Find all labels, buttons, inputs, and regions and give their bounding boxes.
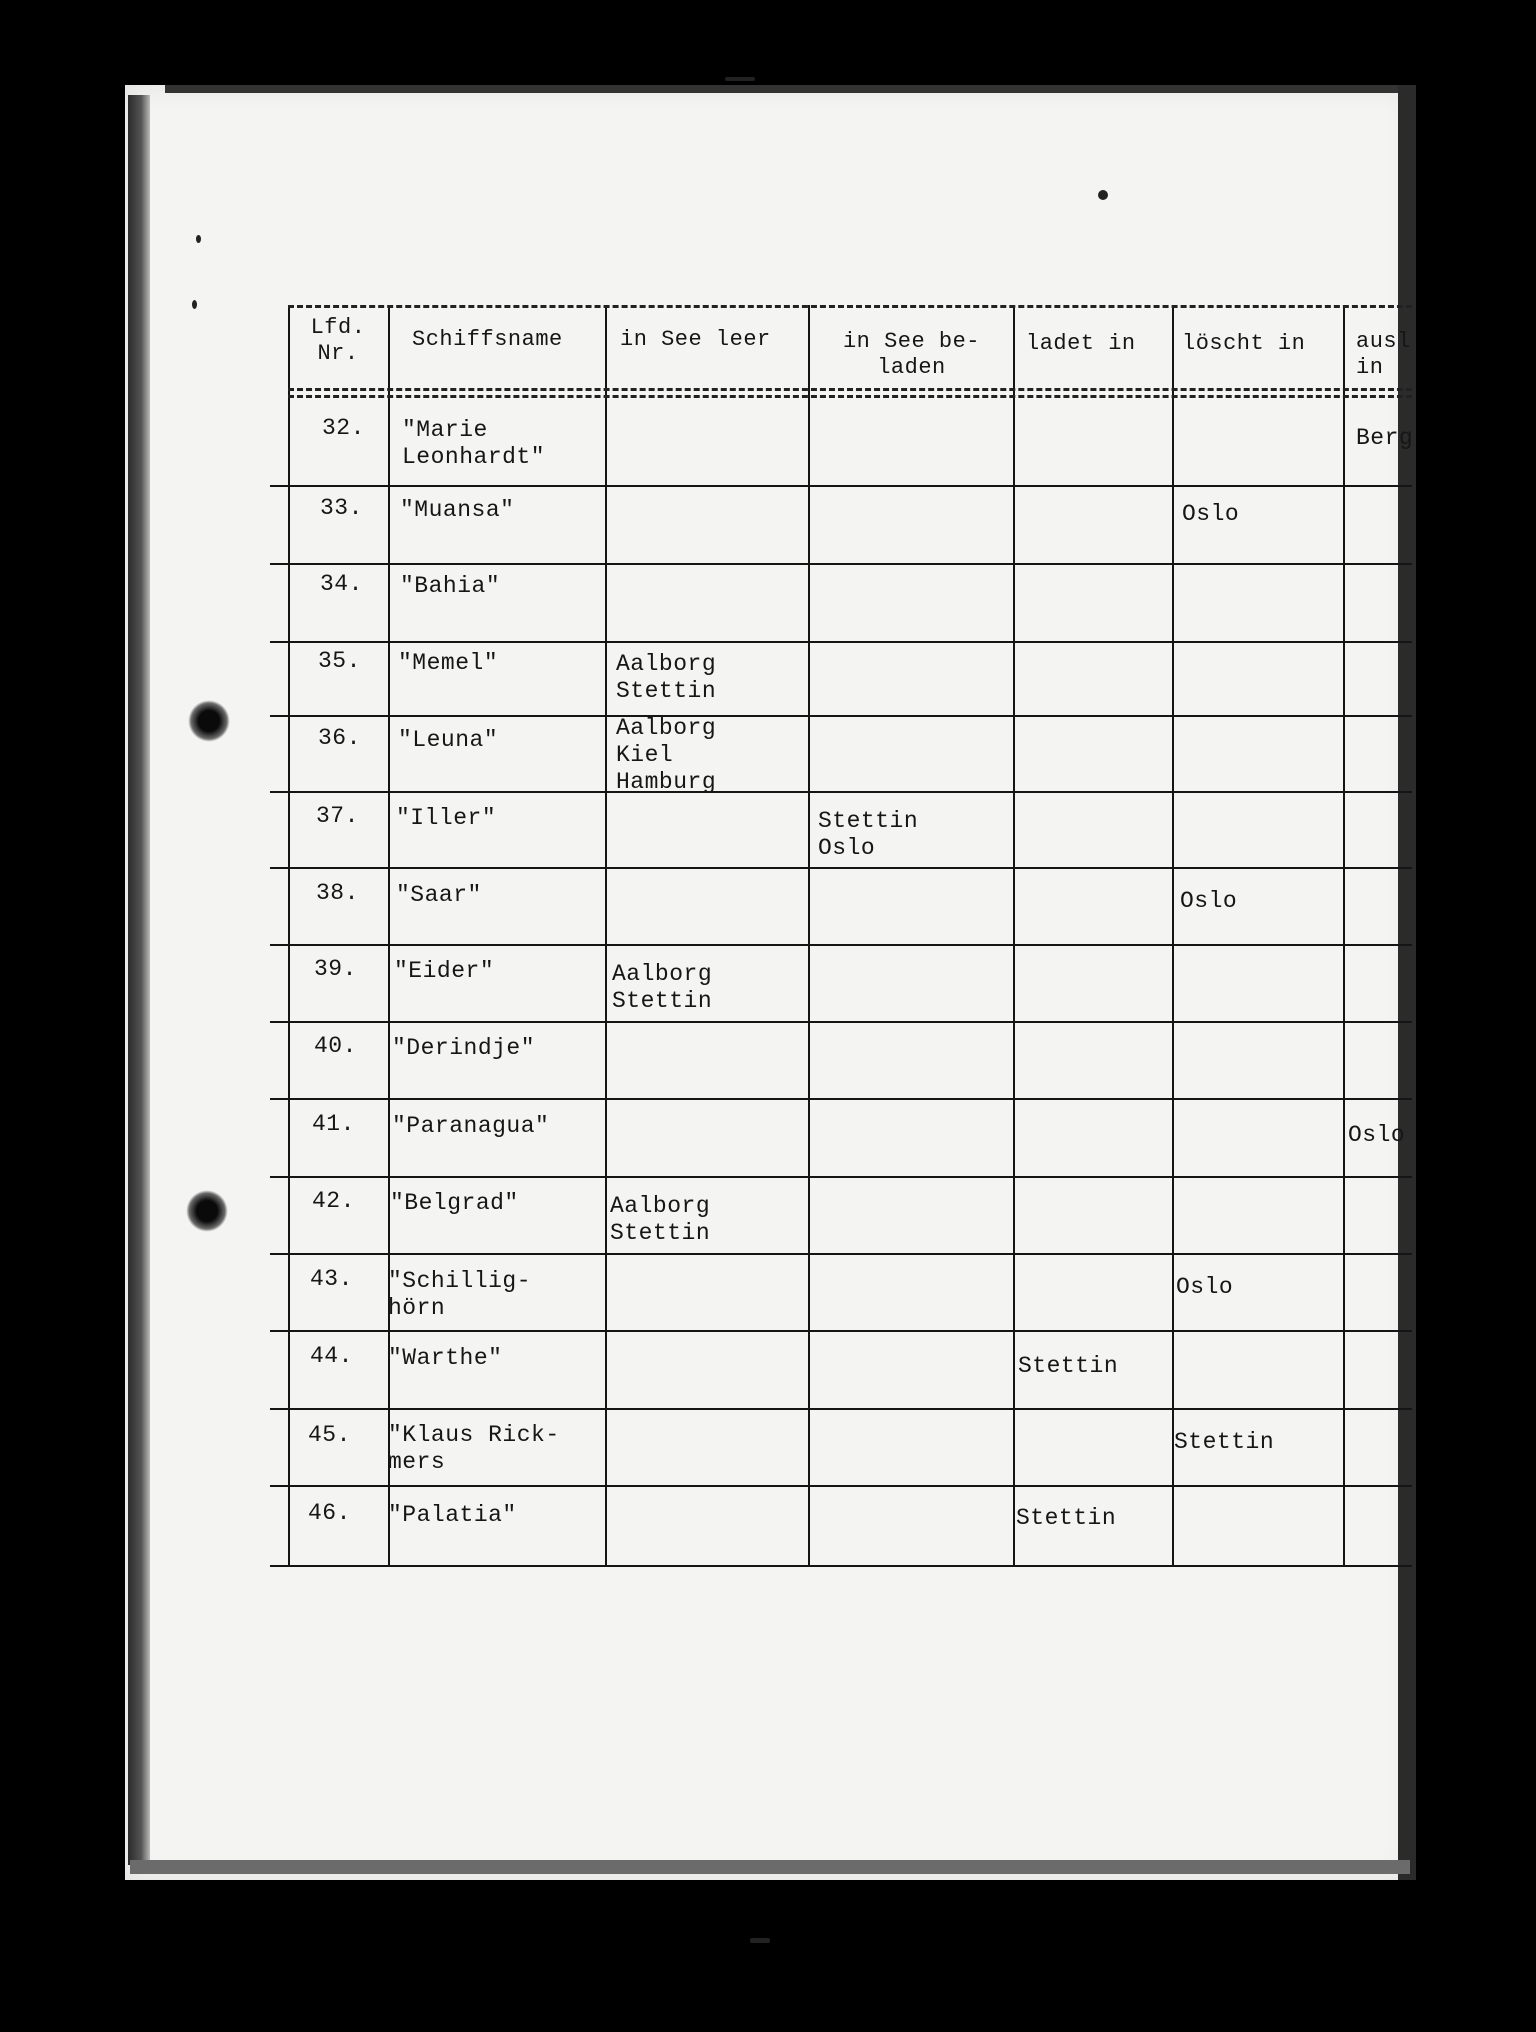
row-ship-name: "Muansa": [400, 497, 515, 523]
row-nr: 41.: [312, 1111, 355, 1137]
row-line: [270, 1021, 1412, 1023]
page-bottom-edge: [130, 1860, 1410, 1874]
row-nr: 39.: [314, 956, 357, 982]
punch-hole-lower: [186, 1190, 228, 1232]
row-nr: 42.: [312, 1188, 355, 1214]
row-nr: 45.: [308, 1422, 351, 1448]
row-ship-name: "Derindje": [392, 1035, 536, 1061]
row-nr: 32.: [322, 415, 365, 441]
row-loescht: Oslo: [1180, 888, 1238, 914]
row-ladet: Stettin: [1016, 1505, 1117, 1531]
header-separator: [288, 388, 1412, 391]
row-line: [270, 867, 1412, 869]
row-line: [270, 1408, 1412, 1410]
row-line: [270, 715, 1412, 717]
row-ship-name: "Warthe": [388, 1345, 503, 1371]
row-ship-name: "Iller": [396, 805, 497, 831]
ink-mark: [725, 77, 755, 81]
col-line: [605, 305, 607, 1567]
bottom-border: [270, 1565, 1412, 1567]
row-leer: Aalborg Stettin: [612, 961, 713, 1014]
row-ship-name: "Schillig- hörn: [388, 1268, 532, 1321]
row-ship-name: "Paranagua": [392, 1113, 550, 1139]
page-left-edge: [128, 95, 150, 1865]
col-line: [288, 305, 290, 1567]
header-ladet-in: ladet in: [1026, 331, 1136, 356]
header-schiffsname: Schiffsname: [412, 327, 563, 352]
col-line: [388, 305, 390, 1567]
row-nr: 44.: [310, 1343, 353, 1369]
row-line: [270, 1485, 1412, 1487]
row-ladet: Stettin: [1018, 1353, 1119, 1379]
row-ship-name: "Memel": [398, 650, 499, 676]
ink-spot: [196, 235, 201, 243]
row-nr: 35.: [318, 648, 361, 674]
row-line: [270, 1330, 1412, 1332]
row-leer: Aalborg Kiel Hamburg: [616, 715, 717, 795]
row-nr: 38.: [316, 880, 359, 906]
ink-spot: [1098, 190, 1108, 200]
row-ship-name: "Palatia": [388, 1502, 517, 1528]
row-ship-name: "Klaus Rick- mers: [388, 1422, 560, 1475]
row-loescht: Oslo: [1176, 1274, 1234, 1300]
row-ausl: Berg: [1356, 425, 1414, 451]
col-line: [1343, 305, 1345, 1567]
row-ship-name: "Eider": [394, 958, 495, 984]
row-nr: 34.: [320, 571, 363, 597]
header-separator: [288, 395, 1412, 398]
row-loescht: Stettin: [1174, 1429, 1275, 1455]
ship-table: [270, 305, 1412, 1565]
row-ausl: Oslo: [1348, 1122, 1406, 1148]
row-leer: Aalborg Stettin: [616, 651, 717, 704]
row-nr: 37.: [316, 803, 359, 829]
ink-spot: [192, 300, 197, 309]
header-ausl-in: ausl in: [1356, 329, 1411, 380]
row-line: [270, 944, 1412, 946]
row-ship-name: "Marie Leonhardt": [402, 417, 546, 470]
row-line: [270, 1176, 1412, 1178]
header-in-see-beladen: in See be- laden: [842, 329, 981, 380]
row-line: [270, 563, 1412, 565]
col-line: [808, 305, 810, 1567]
row-nr: 43.: [310, 1266, 353, 1292]
row-line: [270, 791, 1412, 793]
header-lfd-nr: Lfd. Nr.: [310, 315, 366, 366]
row-ship-name: "Bahia": [400, 573, 501, 599]
row-line: [270, 641, 1412, 643]
row-ship-name: "Leuna": [398, 727, 499, 753]
row-ship-name: "Saar": [396, 882, 482, 908]
header-in-see-leer: in See leer: [620, 327, 771, 352]
row-leer: Aalborg Stettin: [610, 1193, 711, 1246]
punch-hole-upper: [188, 700, 230, 742]
col-line: [1013, 305, 1015, 1567]
top-border: [288, 305, 1412, 308]
header-loescht-in: löscht in: [1182, 331, 1306, 356]
ink-mark: [750, 1938, 770, 1943]
row-nr: 33.: [320, 495, 363, 521]
row-line: [270, 1098, 1412, 1100]
row-line: [270, 485, 1412, 487]
row-ship-name: "Belgrad": [390, 1190, 519, 1216]
row-beladen: Stettin Oslo: [818, 808, 919, 861]
row-loescht: Oslo: [1182, 501, 1240, 527]
row-nr: 46.: [308, 1500, 351, 1526]
row-nr: 40.: [314, 1033, 357, 1059]
row-line: [270, 1253, 1412, 1255]
col-line: [1172, 305, 1174, 1567]
page-top-edge: [165, 85, 1405, 93]
row-nr: 36.: [318, 725, 361, 751]
